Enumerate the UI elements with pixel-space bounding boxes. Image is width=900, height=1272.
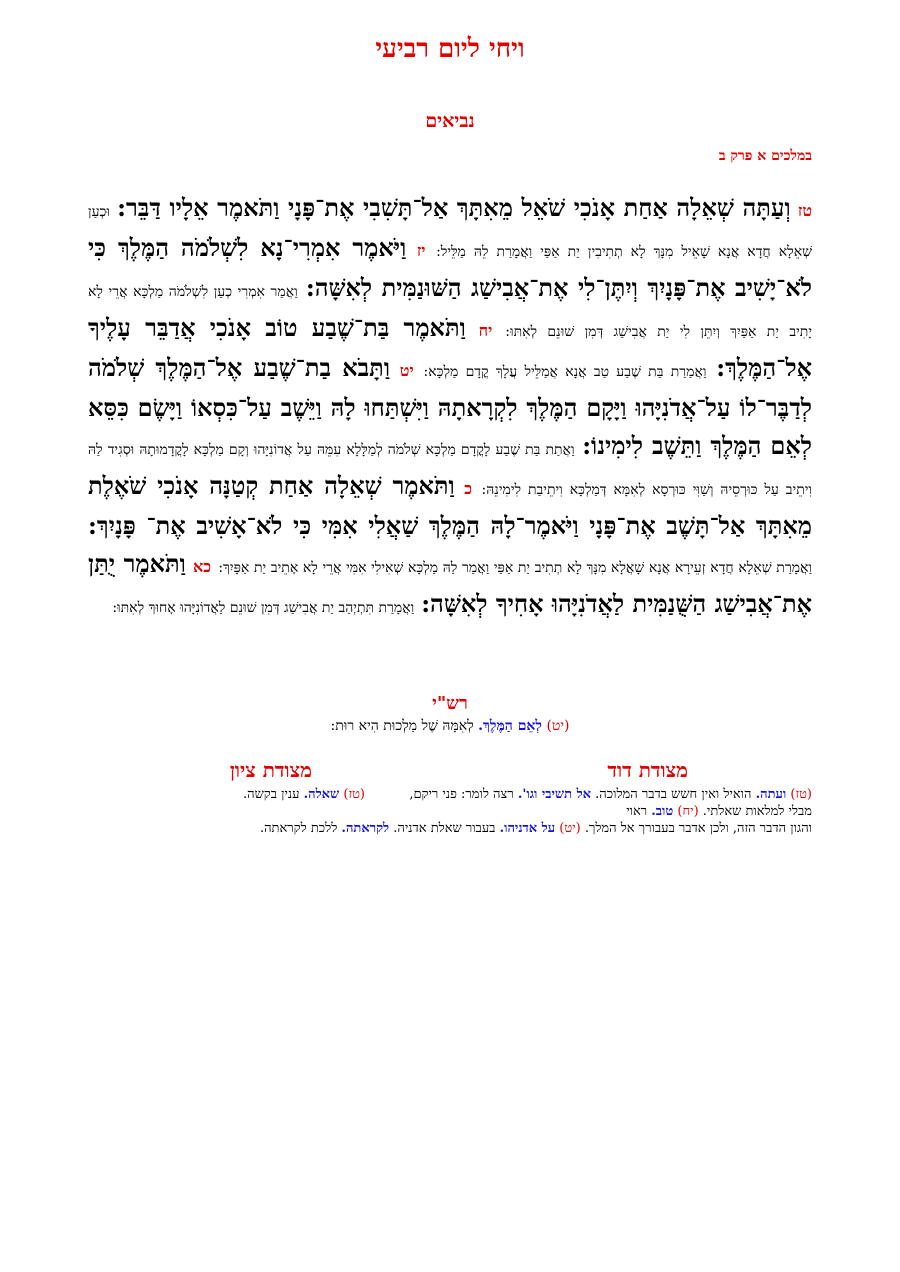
rashi-verse-ref: (יט) xyxy=(546,718,570,734)
md-body: ללכת לקראתה. xyxy=(259,821,338,836)
targum-text: וַאֲמָרַת תִּתְיְהַב יַת אֲבִישַׁג דְּמִן שׁוּנֵם לַאֲדוֹנִיָּהוּ אָחוּךְ לְאִתּוּ: xyxy=(112,600,415,616)
targum-text: וַאֲמָרַת שְׁאֵלָא חֲדָא זְעֵירָא אֲנָא שָׁאֲלָא מִנָּךְ לָא תְתִיב יַת אַפַּי וַאֲמַר לַהּ מַלְכָּא שְׁאִילִי אִמִּי אֲרֵי לָא אָתֵיב יַת אַפָּיִךְ: xyxy=(218,560,812,576)
md-ref: (יט) xyxy=(559,821,581,836)
md-body: הואיל ואין חשש בדבר המלוכה. xyxy=(595,787,752,802)
metzudat-tzion-text xyxy=(95,786,365,803)
verse-text: וַתֹּאמֶר יֻתַּן אֶת־אֲבִישַׁג הַשֻּׁנַמִּית לַאֲדֹנִיָּהוּ אָחִיךָ לְאִשָּׁה: xyxy=(88,549,812,618)
verse-text: וַתֹּאמֶר בַּת־שֶׁבַע טוֹב אָנֹכִי אֲדַבֵּר עָלֶיךָ אֶל־הַמֶּלֶךְ: xyxy=(88,313,812,382)
page-title: ויחי ליום רביעי xyxy=(375,34,525,64)
verse-text: וַתֹּאמֶר שְׁאֵלָה אַחַת קְטַנָּה אָנֹכִי שֹׁאֶלֶת מֵאִתָּךְ אַל־תָּשֶׁב אֶת־פָּנָי וַיֹּאמֶר־לָהּ הַמֶּלֶךְ שַׁאֲלִי אִמִּי כִּי לֹא־אָשִׁיב אֶת־ פָּנָיִךְ: xyxy=(88,471,812,540)
verses-text xyxy=(88,190,812,626)
md-dibur: על אדניהו. xyxy=(499,821,556,836)
md-body: בעבור שאלת אדניה. xyxy=(393,821,496,836)
md-body: רצה לומר: פני ריקם, מבלי למלאות שאלתי. xyxy=(409,787,812,819)
rashi-title: רש"י xyxy=(432,693,468,714)
verse-number: כ xyxy=(464,479,473,498)
targum-text: וַאֲתַת בַּת שֶׁבַע לָקֳדָם מַלְכָּא שְׁלֹמֹה לְמַלָּלָא עִמֵּהּ עַל אֲדוֹנִיָּהוּ וְקָם מַלְכָּא לָקֳדָמוּתָהּ וּסְגִיד לַהּ וִיתֵיב עַל כּוּרְסֵיהּ וְשַׁוִּי כּוּרְסָא לְאִמָּא דְּמַלְכָּא וִיתֵיבַת לִימִינֵהּ: xyxy=(88,442,813,498)
md-body: והגון הדבר הזה, ולכן אדבר בעבורך אל המלך. xyxy=(584,821,812,836)
md-dibur: לקראתה. xyxy=(341,821,390,836)
md-dibur: אל תשיבי וגו'. xyxy=(517,787,592,802)
md-dibur: ועתה. xyxy=(755,787,787,802)
md-body: ראוי xyxy=(626,804,648,819)
section-subtitle: נביאים xyxy=(425,110,475,132)
metzudat-david-continued xyxy=(88,820,812,837)
md-ref: (יח) xyxy=(677,804,699,819)
verse-number: כא xyxy=(193,557,212,576)
metzudat-david-text xyxy=(392,786,812,820)
verse-number: יח xyxy=(478,321,493,340)
verse-number: יז xyxy=(416,241,426,260)
targum-text: וַאֲמַרַת בַּת שֶׁבַע טַב אֲנָא אֲמַלֵּיל עֲלָךְ קֳדָם מַלְכָּא: xyxy=(423,364,707,380)
mt-dibur: שאלה. xyxy=(303,787,340,802)
targum-text: וַאֲמַר אִמְרִי כְעַן לִשְׁלֹמֹה מַלְכָּא אֲרֵי לָא יָתִיב יַת אַפַּיִךְ וְיִתֵּן לִי יַת אֲבִישַׁג דְּמִן שׁוּנֵם לְאִתּוּ: xyxy=(88,284,813,340)
verse-number: יט xyxy=(399,361,414,380)
rashi-dibur-hamatchil: לְאֵם הַמֶּלֶךְ. xyxy=(478,718,542,734)
md-dibur: טוב. xyxy=(651,804,674,819)
mt-ref: (טז) xyxy=(343,787,365,802)
mt-body: ענין בקשה. xyxy=(242,787,300,802)
verse-text: וַיֹּאמֶר אִמְרִי־נָא לִשְׁלֹמֹה הַמֶּלֶךְ כִּי לֹא־יָשִׁיב אֶת־פָּנָיִךְ וְיִתֶּן־לִי אֶת־אֲבִישַׁג הַשּׁוּנַמִּית לְאִשָּׁה: xyxy=(88,233,812,302)
metzudat-tzion-title: מצודת ציון xyxy=(229,758,312,782)
md-ref: (טז) xyxy=(790,787,812,802)
verse-text: וַתָּבֹא בַת־שֶׁבַע אֶל־הַמֶּלֶךְ שְׁלֹמֹה לְדַבֶּר־לוֹ עַל־אֲדֹנִיָּהוּ וַיָּקָם הַמֶּלֶךְ לִקְרָאתָהּ וַיִּשְׁתַּחוּ לָהּ וַיֵּשֶׁב עַל־כִּסְאוֹ וַיָּשֶׂם כִּסֵּא לְאֵם הַמֶּלֶךְ וַתֵּשֶׁב לִימִינוֹ: xyxy=(88,353,813,460)
rashi-commentary xyxy=(88,718,812,735)
verse-text: וְעַתָּה שְׁאֵלָה אַחַת אָנֹכִי שֹׁאֵל מֵאִתָּךְ אַל־תָּשִׁבִי אֶת־פָּנָי וַתֹּאמֶר אֵלָיו דַּבֵּר: xyxy=(117,193,791,222)
rashi-body: לְאִמָּהּ שֶׁל מַלְכוּת הִיא רוּת: xyxy=(330,718,474,734)
chapter-reference: במלכים א פרק ב xyxy=(718,148,812,164)
targum-text: וּכְעַן שְׁאֵלָא חֲדָא אֲנָא שָׁאֵיל מִנָּךְ לָא תְתִיבִין יַת אַפַּי וַאֲמָרַת לֵהּ מַלֵּיל: xyxy=(88,204,813,260)
metzudat-david-title: מצודת דוד xyxy=(607,758,688,782)
verse-number: טז xyxy=(797,201,812,220)
